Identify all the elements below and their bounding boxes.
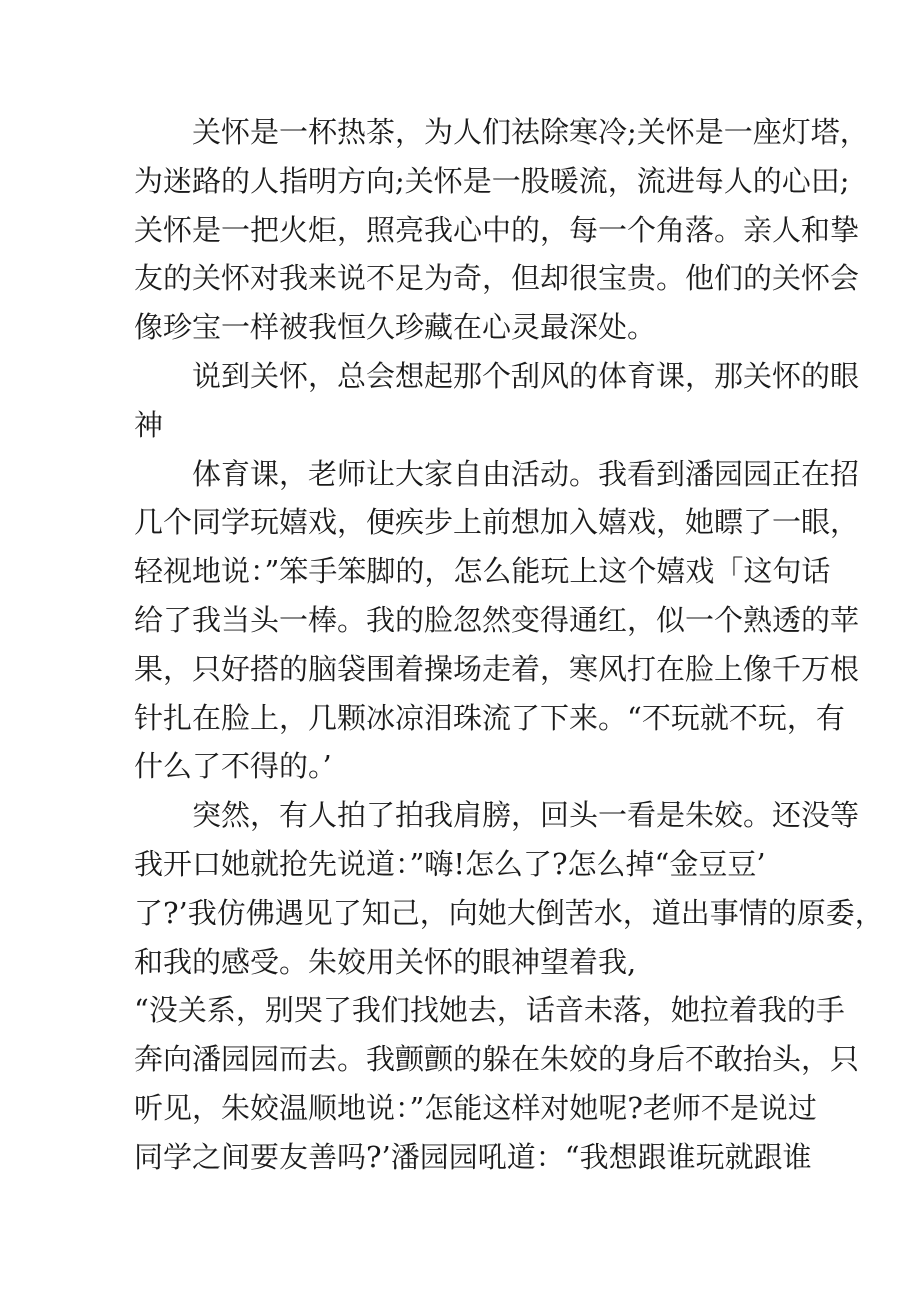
text-line: 说到关怀，总会想起那个刮风的体育课，那关怀的眼 [192,358,860,393]
text-line: 神 [134,407,164,442]
text-line: 突然，有人拍了拍我肩膀，回头一看是朱姣。还没等 [192,798,860,833]
text-line: 轻视地说：”笨手笨脚的，怎么能玩上这个嬉戏「这句话 [134,554,831,589]
essay-body [134,108,884,1182]
text-line: 什么了不得的。’ [134,749,332,784]
text-line: 体育课，老师让大家自由活动。我看到潘园园正在招 [192,456,860,491]
text-line: 我开口她就抢先说道：”嗨!怎么了?怎么掉“金豆豆’ [134,846,766,881]
text-line: 和我的感受。朱姣用关怀的眼神望着我, [134,944,637,979]
text-line: 了?’我仿佛遇见了知己，向她大倒苦水，道出事情的原委， [134,895,884,930]
text-line: 同学之间要友善吗?’潘园园吼道：“我想跟谁玩就跟谁 [134,1139,812,1174]
text-line: 为迷路的人指明方向;关怀是一股暖流，流进每人的心田; [134,163,850,198]
text-line: 听见，朱姣温顺地说：”怎能这样对她呢?老师不是说过 [134,1090,817,1125]
text-line: 关怀是一杯热茶，为人们祛除寒冷;关怀是一座灯塔， [192,115,869,149]
text-line: 果，只好搭的脑袋围着操场走着，寒风打在脸上像千万根 [134,651,860,686]
text-line: 奔向潘园园而去。我颤颤的躲在朱姣的身后不敢抬头，只 [134,1042,860,1077]
text-line: 像珍宝一样被我恒久珍藏在心灵最深处。 [134,310,657,345]
text-line: “没关系，别哭了我们找她去，话音未落，她拉着我的手 [134,993,845,1028]
text-line: 友的关怀对我来说不足为奇，但却很宝贵。他们的关怀会 [134,261,860,296]
text-line: 关怀是一把火炬，照亮我心中的，每一个角落。亲人和挚 [134,212,860,247]
text-line: 给了我当头一棒。我的脸忽然变得通红，似一个熟透的苹 [134,602,860,637]
text-line: 几个同学玩嬉戏，便疾步上前想加入嬉戏，她瞟了一眼， [134,505,860,540]
text-line: 针扎在脸上，几颗冰凉泪珠流了下来。“不玩就不玩，有 [134,700,845,735]
